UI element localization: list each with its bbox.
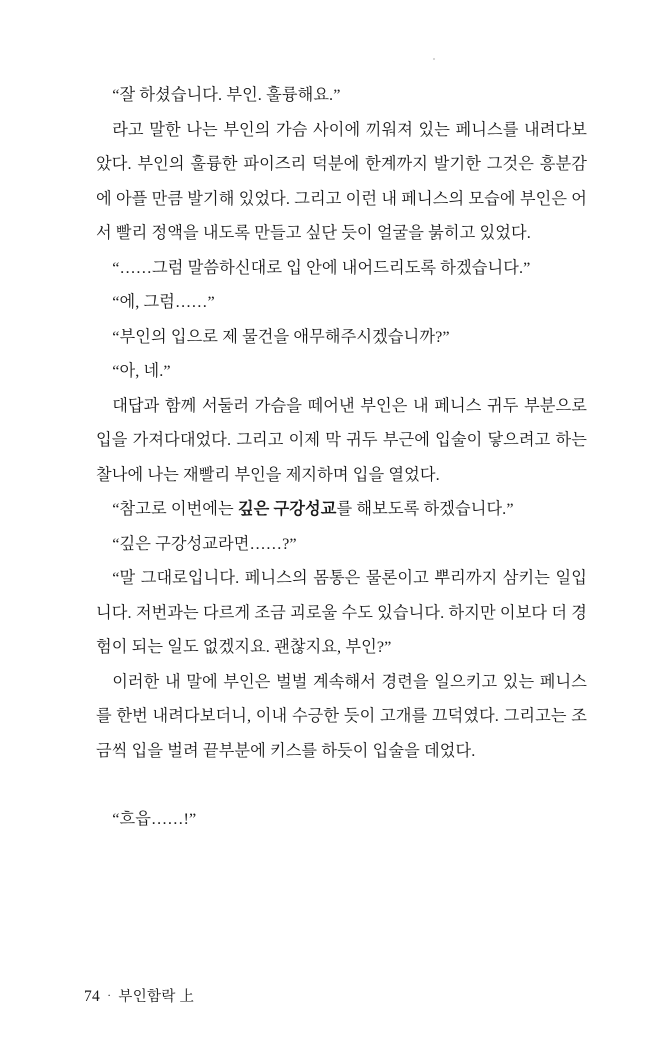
paragraph: 대답과 함께 서둘러 가슴을 떼어낸 부인은 내 페니스 귀두 부분으로 입을 가져다대었다. 그리고 이제 막 귀두 부근에 입술이 닿으려고 하는 찰나에 나는 재빨리 부인을 제지하며 입을 열었다.: [96, 396, 587, 484]
paragraph: “깊은 구강성교라면……?”: [112, 534, 297, 553]
page-number: 74: [84, 988, 101, 1005]
emphasis-text: 깊은 구강성교: [237, 500, 337, 518]
book-title: 부인함락 上: [118, 989, 195, 1005]
paragraph: “부인의 입으로 제 물건을 애무해주시겠습니까?”: [112, 327, 450, 346]
paragraph: “말 그대로입니다. 페니스의 몸통은 물론이고 뿌리까지 삼키는 일입니다. 저번과는 다르게 조금 괴로울 수도 있습니다. 하지만 이보다 더 경험이 되는 일도 없겠지요. 괜찮지요, 부인?”: [96, 569, 587, 656]
paragraph: “아, 네.”: [112, 362, 171, 380]
footer-separator: ·: [107, 988, 112, 1002]
page-body: [96, 78, 587, 837]
page-footer: [0, 985, 661, 1006]
paragraph: “……그럼 말씀하신대로 입 안에 내어드리도록 하겠습니다.”: [112, 258, 531, 277]
paragraph-suffix: 를 해보도록 하겠습니다.”: [336, 500, 514, 518]
paragraph: “흐읍……!”: [112, 810, 197, 828]
paragraph: 이러한 내 말에 부인은 벌벌 계속해서 경련을 일으키고 있는 페니스를 한번 내려다보더니, 이내 수긍한 듯이 고개를 끄덕였다. 그리고는 조금씩 입을 벌려 끝부분에 키스를 하듯이 입술을 데었다.: [96, 672, 587, 760]
page-speck: [433, 58, 435, 60]
paragraph-with-emphasis: [96, 492, 587, 527]
paragraph: 라고 말한 나는 부인의 가슴 사이에 끼워져 있는 페니스를 내려다보았다. 부인의 훌륭한 파이즈리 덕분에 한계까지 발기한 그것은 흥분감에 아플 만큼 발기해 있었다. 그리고 이런 내 페니스의 모습에 부인은 어서 빨리 정액을 내도록 만들고 싶단 듯이 얼굴을 붉히고 있었다.: [96, 120, 587, 242]
paragraph: “에, 그럼……”: [112, 293, 215, 311]
paragraph: “잘 하셨습니다. 부인. 훌륭해요.”: [112, 86, 341, 104]
paragraph-prefix: “참고로 이번에는: [112, 500, 238, 518]
